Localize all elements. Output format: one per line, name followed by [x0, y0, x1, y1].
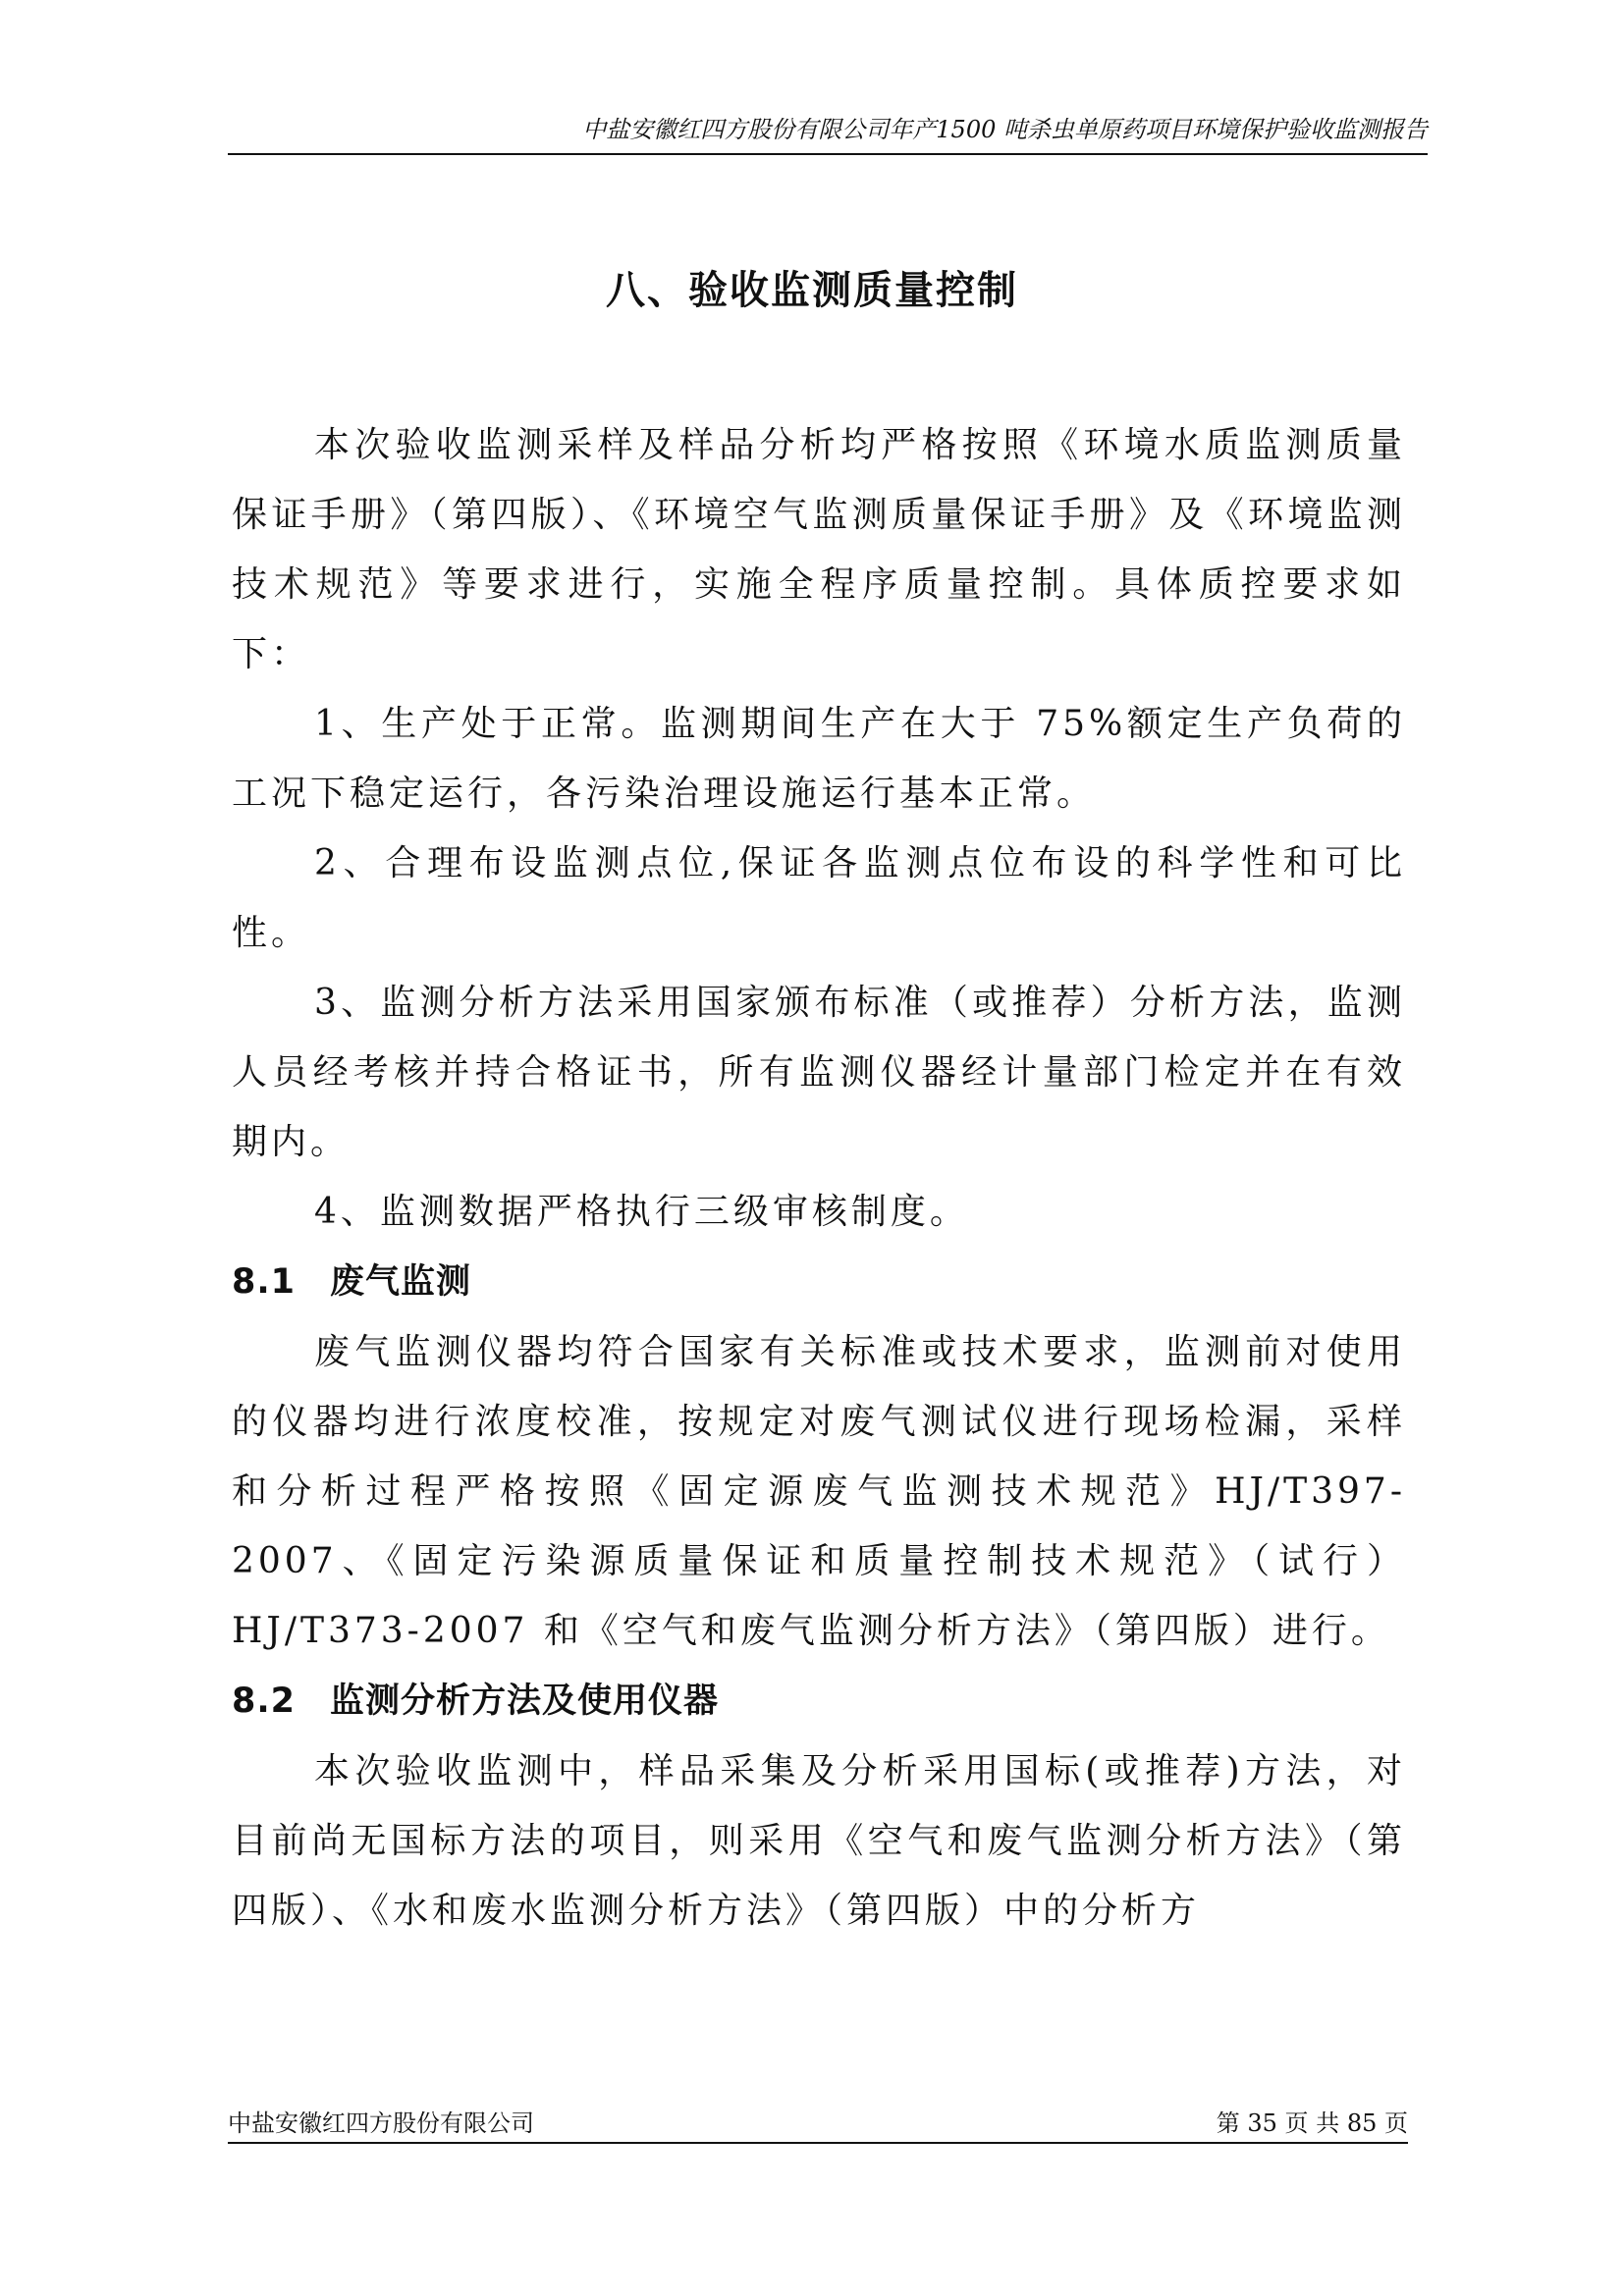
running-header-text: 中盐安徽红四方股份有限公司年产1500 吨杀虫单原药项目环境保护验收监测报告 [582, 116, 1428, 143]
section-title: 监测分析方法及使用仪器 [330, 1682, 720, 1721]
running-footer [228, 2107, 1408, 2144]
qc-requirement-1: 1、生产处于正常。监测期间生产在大于 75%额定生产负荷的工况下稳定运行，各污染治理设施运行基本正常。 [232, 704, 1406, 814]
section-number: 8.2 [232, 1682, 297, 1721]
section-heading-8-2 [232, 1666, 1406, 1736]
qc-requirement-2: 2、合理布设监测点位,保证各监测点位布设的科学性和可比性。 [232, 843, 1406, 953]
footer-company: 中盐安徽红四方股份有限公司 [228, 2109, 534, 2137]
qc-requirement-4: 4、监测数据严格执行三级审核制度。 [314, 1192, 969, 1232]
section-8-2-paragraph: 本次验收监测中，样品采集及分析采用国标(或推荐)方法，对目前尚无国标方法的项目，则采用《空气和废气监测分析方法》（第四版）、《水和废水监测分析方法》（第四版）中的分析方 [232, 1751, 1406, 1931]
qc-requirement-3: 3、监测分析方法采用国家颁布标准（或推荐）分析方法，监测人员经考核并持合格证书，所有监测仪器经计量部门检定并在有效期内。 [232, 983, 1406, 1162]
section-title: 废气监测 [330, 1262, 472, 1302]
footer-page-number: 第 35 页 共 85 页 [1216, 2109, 1408, 2137]
document-body [232, 410, 1406, 1946]
section-heading-8-1 [232, 1247, 1406, 1317]
running-header [228, 110, 1428, 155]
page-title: 八、验收监测质量控制 [606, 268, 1018, 313]
intro-paragraph: 本次验收监测采样及样品分析均严格按照《环境水质监测质量保证手册》（第四版）、《环境空气监测质量保证手册》及《环境监测技术规范》等要求进行，实施全程序质量控制。具体质控要求如下： [232, 425, 1406, 674]
section-number: 8.1 [232, 1262, 297, 1302]
section-8-1-paragraph: 废气监测仪器均符合国家有关标准或技术要求，监测前对使用的仪器均进行浓度校准，按规定对废气测试仪进行现场检漏，采样和分析过程严格按照《固定源废气监测技术规范》HJ/T397-2007、《固定污染源质量保证和质量控制技术规范》（试行）HJ/T373-2007 和《空气和废气监测分析方法》（第四版）进行。 [232, 1332, 1406, 1651]
